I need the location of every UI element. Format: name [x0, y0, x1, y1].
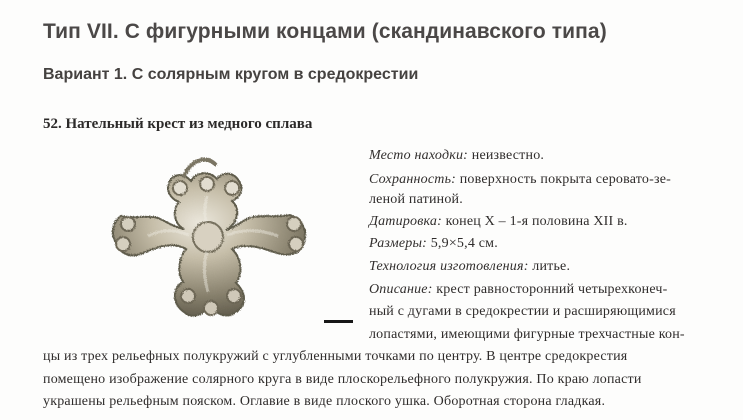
size-value: 5,9×5,4 см. — [427, 236, 498, 251]
technology-line — [369, 258, 570, 276]
description-full-line-3: украшены рельефным пояском. Оглавие в виде плоского ушка. Оборотная сторона гладкая. — [43, 394, 606, 409]
preservation-line-2: леной патиной. — [369, 192, 463, 207]
item-title: 52. Нательный крест из медного сплава — [43, 116, 313, 132]
findspot-line — [369, 147, 544, 165]
dating-value: конец X – 1-я половина XII в. — [441, 214, 628, 229]
findspot-value: неизвестно. — [468, 148, 545, 163]
description-line-3: лопастями, имеющими фигурные трехчастные кон- — [369, 327, 685, 342]
preservation-label: Сохранность: — [369, 172, 457, 187]
dating-line — [369, 213, 628, 231]
size-label: Размеры: — [369, 236, 428, 251]
description-value-1: крест равносторонний четырехконеч- — [432, 282, 668, 297]
technology-label: Технология изготовления: — [369, 259, 529, 274]
scale-bar — [324, 320, 353, 323]
type-heading: Тип VII. С фигурными концами (скандинавского типа) — [43, 20, 607, 43]
cross-photo — [90, 146, 322, 338]
size-line — [369, 235, 498, 253]
description-full-line-1: цы из трех рельефных полукружий с углубленными точками по центру. В центре средокрестия — [43, 349, 628, 364]
description-line-2: ный с дугами в средокрестии и расширяющимися — [369, 304, 676, 319]
dating-label: Датировка: — [369, 214, 442, 229]
description-line-1 — [369, 281, 668, 299]
preservation-line-1 — [369, 171, 671, 189]
variant-heading: Вариант 1. С солярным кругом в средокрестии — [43, 66, 419, 83]
description-full-line-2: помещено изображение солярного круга в виде плоскорельефного полукружия. По краю лопасти — [43, 372, 642, 387]
description-label: Описание: — [369, 282, 433, 297]
preservation-value-1: поверхность покрыта серовато-зе- — [456, 172, 671, 187]
technology-value: литье. — [528, 259, 571, 274]
findspot-label: Место находки: — [369, 148, 469, 163]
